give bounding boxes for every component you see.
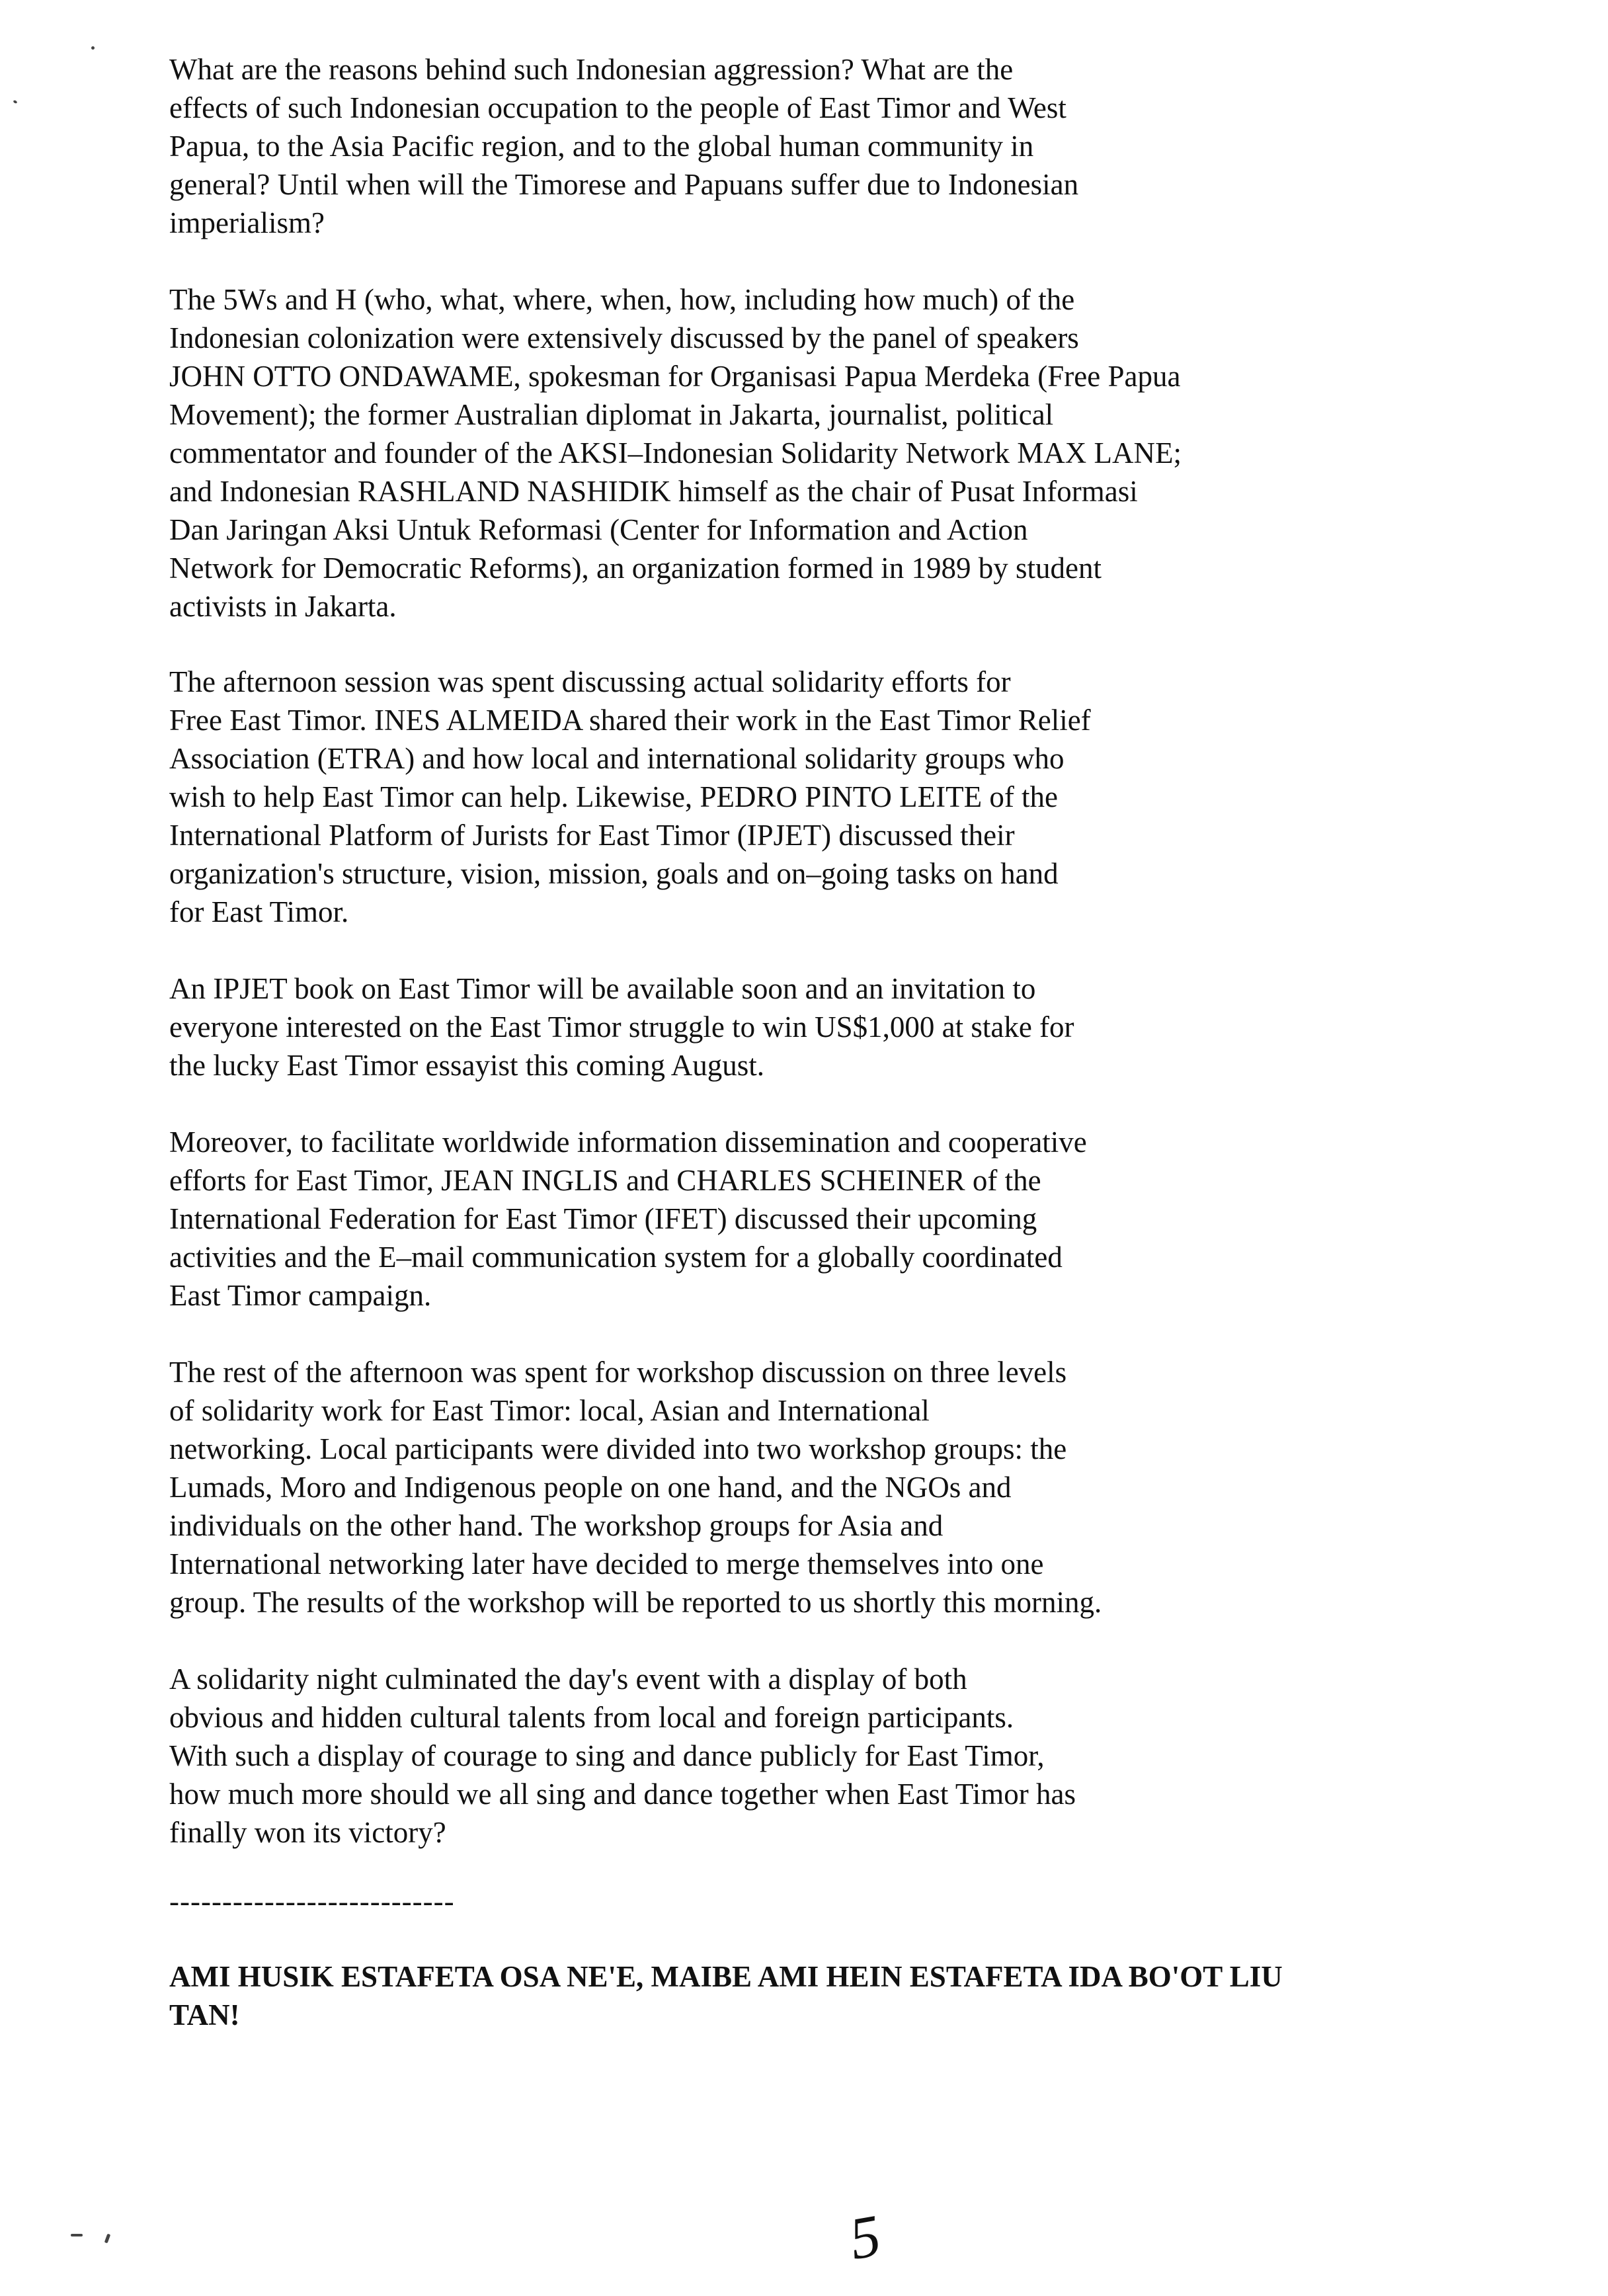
dashed-divider: ---------------------------	[169, 1885, 455, 1918]
paragraph-solidarity-night: A solidarity night culminated the day's event with a display of both obvious and hidden cultural talents from local and foreign participants. With such a display of courage to sing and dance publicly for East Timor, how much more should we all sing and dance together when East Timor has finally won its victory?	[169, 1662, 1076, 1849]
paragraph-speakers: The 5Ws and H (who, what, where, when, how, including how much) of the Indonesian colonization were extensively discussed by the panel of speakers JOHN OTTO ONDAWAME, spokesman for Organisasi Papua Merdeka (Free Papua Movement); the former Australian diplomat in Jakarta, journalist, political commentator and founder of the AKSI–Indonesian Solidarity Network MAX LANE; and Indonesian RASHLAND NASHIDIK himself as the chair of Pusat Informasi Dan Jaringan Aksi Untuk Reformasi (Center for Information and Action Network for Democratic Reforms), an organization formed in 1989 by student activists in Jakarta.	[169, 283, 1182, 623]
closing-slogan: AMI HUSIK ESTAFETA OSA NE'E, MAIBE AMI HEIN ESTAFETA IDA BO'OT LIU TAN!	[169, 1960, 1283, 2031]
paragraph-reasons: What are the reasons behind such Indonesian aggression? What are the effects of such Indonesian occupation to the people of East Timor and West Papua, to the Asia Pacific region, and to the global human community in general? Until when will the Timorese and Papuans suffer due to Indonesian imperialism?	[169, 53, 1079, 239]
scan-speck	[13, 100, 17, 104]
scan-speck	[91, 46, 95, 50]
scan-speck	[104, 2234, 110, 2244]
page-number: 5	[844, 2202, 886, 2273]
paragraph-ifet: Moreover, to facilitate worldwide information dissemination and cooperative efforts for East Timor, JEAN INGLIS and CHARLES SCHEINER of the International Federation for East Timor (IFET) discussed their upcoming activities and the E–mail communication system for a globally coordinated East Timor campaign.	[169, 1126, 1087, 1312]
paragraph-workshop: The rest of the afternoon was spent for workshop discussion on three levels of solidarity work for East Timor: local, Asian and International networking. Local participants were divided into two workshop groups: the Lumads, Moro and Indigenous people on one hand, and the NGOs and individuals on the other hand. The workshop groups for Asia and International networking later have decided to merge themselves into one group. The results of the workshop will be reported to us shortly this morning.	[169, 1356, 1102, 1619]
paragraph-ipjet-book: An IPJET book on East Timor will be available soon and an invitation to everyone interested on the East Timor struggle to win US$1,000 at stake for the lucky East Timor essayist this coming August.	[169, 972, 1074, 1082]
paragraph-afternoon-session: The afternoon session was spent discussing actual solidarity efforts for Free East Timor. INES ALMEIDA shared their work in the East Timor Relief Association (ETRA) and how local and international solidarity groups who wish to help East Timor can help. Likewise, PEDRO PINTO LEITE of the International Platform of Jurists for East Timor (IPJET) discussed their organization's structure, vision, mission, goals and on–going tasks on hand for East Timor.	[169, 665, 1091, 928]
scan-speck	[71, 2234, 83, 2236]
